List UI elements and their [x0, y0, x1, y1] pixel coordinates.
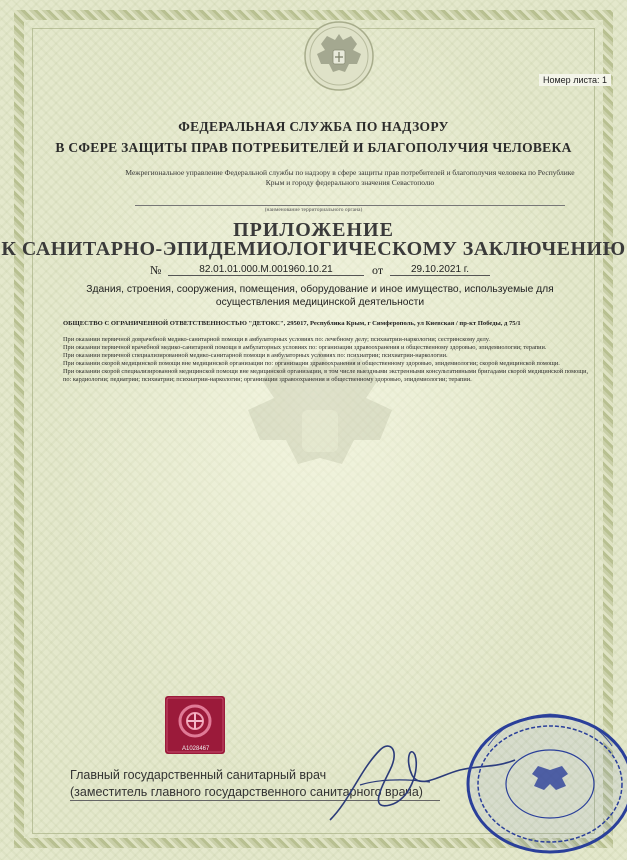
- signer-title-line1: Главный государственный санитарный врач: [70, 768, 327, 782]
- list-item: При оказании скорой специализированной медицинской помощи вне медицинской организации, в том числе выездными экстренными консультативными бригадами скорой медицинской помощи, по: кардиологии; педиатрии; психиатрии; психиатрии-наркологии; организации здравоохранения и общественному здоровью, эпидемиологии; терапии.: [63, 368, 589, 384]
- divider: [135, 205, 565, 206]
- company-line: ОБЩЕСТВО С ОГРАНИЧЕННОЙ ОТВЕТСТВЕННОСТЬЮ "ДЕТОКС", 295017, Республика Крым, г Симферополь, ул Киевская / пр-кт Победы, д 75/1: [63, 320, 521, 327]
- sheet-number: Номер листа: 1: [539, 74, 611, 86]
- conclusion-date: 29.10.2021 г.: [390, 264, 490, 276]
- conclusion-number: 82.01.01.000.М.001960.10.21: [168, 264, 364, 276]
- number-date-line: [0, 263, 627, 279]
- list-item: При оказании первичной доврачебной медико-санитарной помощи в амбулаторных условиях по: лечебному делу; психиатрии-наркологии; сестринскому делу.: [63, 336, 490, 343]
- agency-name-line1: ФЕДЕРАЛЬНАЯ СЛУЖБА ПО НАДЗОРУ: [178, 119, 449, 134]
- hologram-number: А1028467: [182, 746, 210, 752]
- regional-office: Межрегиональное управление Федеральной службы по надзору в сфере защиты прав потребителей и благополучия человека по Республике Крым и городу федерального значения Севастополю: [125, 168, 575, 187]
- number-prefix: №: [150, 263, 162, 277]
- coat-of-arms-icon: [303, 20, 375, 92]
- subject-text: Здания, строения, сооружения, помещения, оборудование и иное имущество, используемые для осуществления медицинской деятельности: [86, 284, 554, 308]
- document-title-line2: К САНИТАРНО-ЭПИДЕМИОЛОГИЧЕСКОМУ ЗАКЛЮЧЕНИЮ: [1, 238, 626, 260]
- list-item: При оказании первичной врачебной медико-санитарной помощи в амбулаторных условиях по: организации здравоохранения и общественному здоровью, эпидемиологии; терапии.: [63, 344, 547, 352]
- services-list: [63, 336, 593, 385]
- list-item: При оказании скорой медицинской помощи вне медицинской организации по: организации здравоохранения и общественному здоровью, эпидемиологии; скорой медицинской помощи.: [63, 360, 560, 368]
- list-item: При оказании первичной специализированной медико-санитарной помощи в амбулаторных условиях по: психиатрии; психиатрии-наркологии.: [63, 352, 448, 360]
- official-seal-icon: [458, 706, 627, 856]
- document-title-line1: ПРИЛОЖЕНИЕ: [233, 219, 394, 241]
- agency-name-line2: В СФЕРЕ ЗАЩИТЫ ПРАВ ПОТРЕБИТЕЛЕЙ И БЛАГОПОЛУЧИЯ ЧЕЛОВЕКА: [55, 140, 572, 155]
- date-prefix: от: [372, 263, 384, 277]
- regional-office-caption: (наименование территориального органа): [264, 207, 363, 213]
- signer-title-line2: (заместитель главного государственного санитарного врача): [70, 785, 423, 799]
